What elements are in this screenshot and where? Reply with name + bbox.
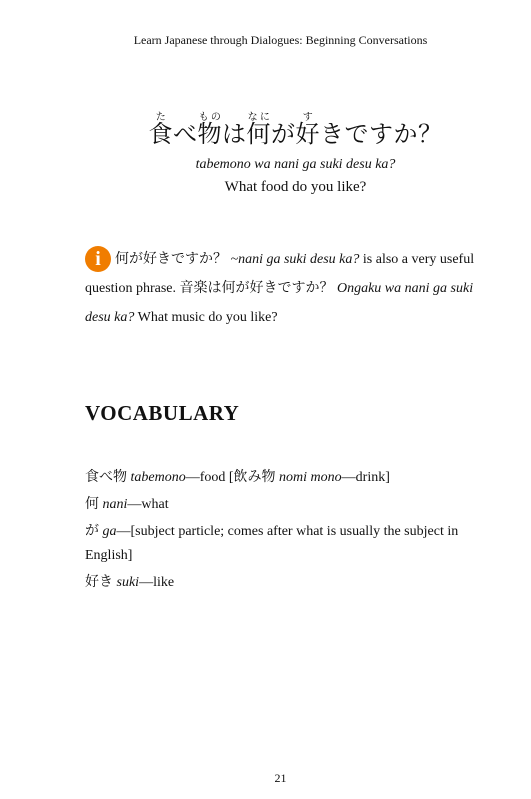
vocab-extra-def: —drink] — [341, 470, 390, 485]
vocab-romaji: tabemono — [130, 470, 186, 485]
vocabulary-heading: VOCABULARY — [85, 401, 240, 425]
vocab-item — [85, 571, 485, 595]
vocab-item — [85, 466, 485, 490]
vocab-def: —like — [139, 575, 175, 590]
info-romaji-2: Ongaku wa nani ga suki desu ka? — [85, 281, 474, 325]
phrase-seg: 何なに — [246, 112, 271, 148]
phrase-seg: 好す — [295, 112, 320, 148]
info-text-2: What music do you like? — [134, 310, 278, 325]
vocab-jp: が — [85, 524, 103, 539]
vocab-jp: 好き — [85, 575, 117, 590]
phrase-seg: は — [222, 122, 247, 148]
vocab-def: —[subject particle; comes after what is usually the subject in English] — [85, 524, 459, 563]
vocab-romaji: nani — [102, 497, 128, 512]
phrase-seg: 物もの — [197, 112, 222, 148]
info-romaji-1: ~nani ga suki desu ka? — [227, 252, 360, 267]
phrase-block — [0, 112, 531, 196]
vocab-romaji: ga — [102, 524, 117, 539]
vocab-item — [85, 520, 485, 568]
vocab-extra-jp: 飲み物 — [233, 470, 280, 485]
page-number: 21 — [274, 771, 287, 785]
phrase-romaji: tabemono wa nani ga suki desu ka? — [195, 157, 396, 172]
phrase-seg: 食た — [148, 112, 173, 148]
phrase-translation: What food do you like? — [224, 179, 367, 195]
japanese-phrase — [60, 112, 531, 151]
running-header: Learn Japanese through Dialogues: Beginning Conversations — [133, 33, 428, 47]
vocab-romaji: suki — [116, 575, 140, 590]
info-note — [85, 245, 485, 332]
phrase-seg: きですか？ — [320, 122, 443, 148]
info-icon: i — [85, 246, 111, 272]
info-text-1: is also a very useful question phrase. — [85, 252, 475, 296]
vocab-jp: 食べ物 — [85, 470, 131, 485]
phrase-seg: が — [271, 122, 296, 148]
info-jp-1: 何が好きですか？ — [115, 252, 227, 267]
phrase-seg: べ — [173, 122, 198, 148]
vocab-jp: 何 — [85, 497, 103, 512]
vocab-extra-romaji: nomi mono — [279, 470, 342, 485]
vocab-def: —what — [127, 497, 169, 512]
info-jp-2: 音楽は何が好きですか？ — [179, 281, 334, 296]
vocabulary-list — [85, 466, 485, 598]
vocab-def: —food [ — [185, 470, 234, 485]
vocab-item — [85, 493, 485, 517]
